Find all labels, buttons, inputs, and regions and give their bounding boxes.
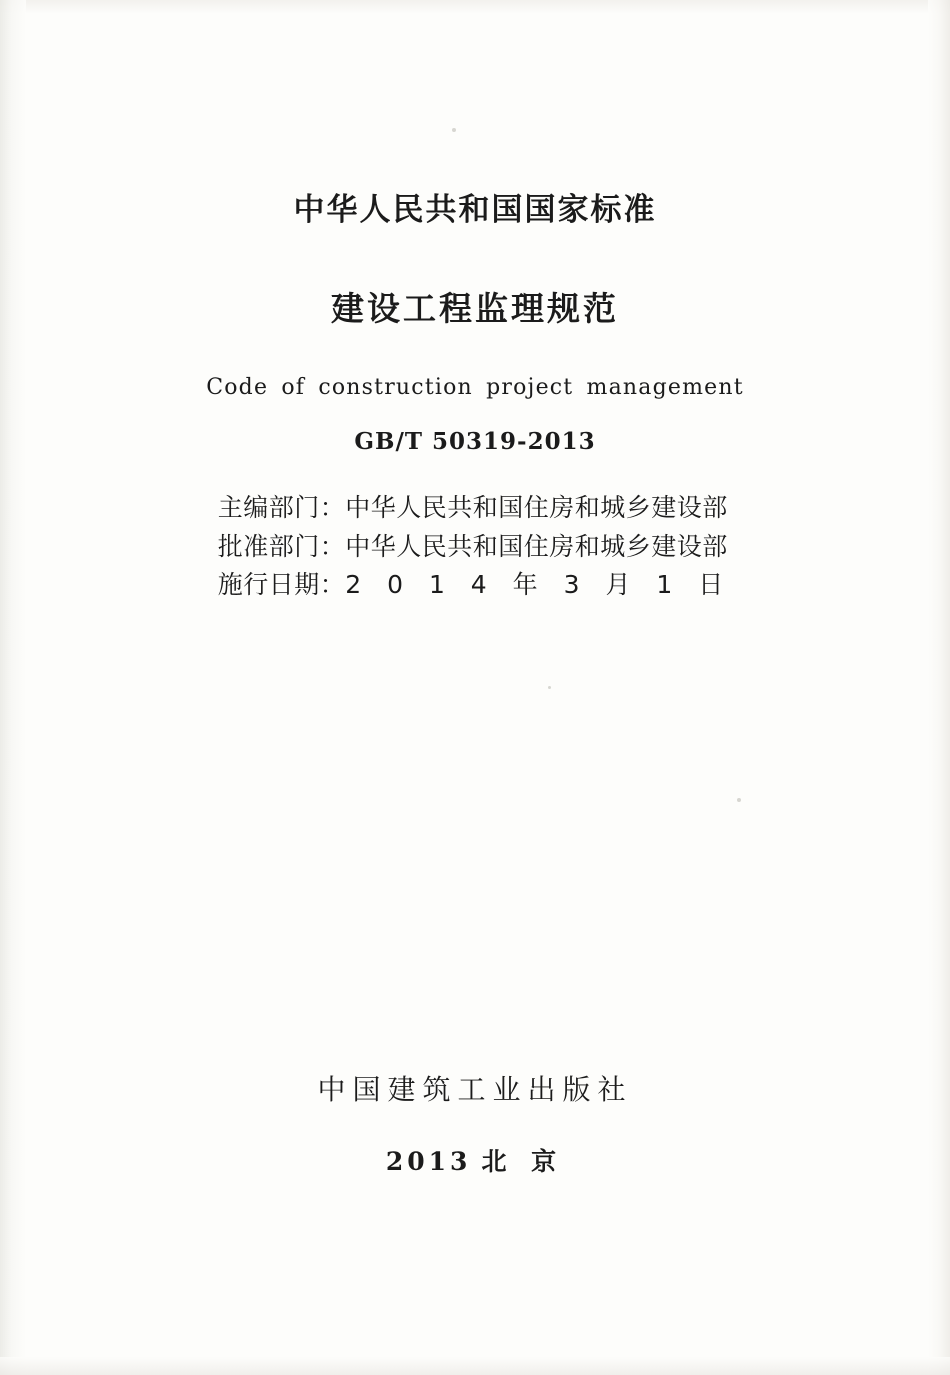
publish-info xyxy=(0,1142,950,1178)
publisher-name: 中国建筑工业出版社 xyxy=(317,1073,633,1106)
meta-value-editor: 中华人民共和国住房和城乡建设部 xyxy=(345,492,728,522)
title-page-content xyxy=(0,0,950,605)
publish-city: 北 京 xyxy=(481,1147,565,1176)
publish-year: 2013 xyxy=(385,1147,472,1176)
scan-speck xyxy=(737,798,741,802)
standard-code: GB/T 50319-2013 xyxy=(354,427,596,455)
meta-label-effective-date: 施行日期： xyxy=(217,570,346,600)
meta-row-editor xyxy=(218,489,733,528)
meta-row-effective-date xyxy=(218,566,733,605)
meta-label-approver: 批准部门： xyxy=(217,531,346,561)
meta-value-approver: 中华人民共和国住房和城乡建设部 xyxy=(345,531,728,561)
scan-edge-bottom xyxy=(0,1357,950,1375)
standard-authority-heading: 中华人民共和国国家标准 xyxy=(293,192,657,228)
meta-label-editor: 主编部门： xyxy=(217,492,346,522)
document-meta-block xyxy=(218,489,733,605)
document-title-cn: 建设工程监理规范 xyxy=(331,289,619,329)
meta-row-approver xyxy=(218,528,733,567)
scan-speck xyxy=(548,686,551,689)
document-title-en: Code of construction project management xyxy=(206,374,744,400)
meta-value-effective-date: 2 0 1 4 年 3 月 1 日 xyxy=(345,570,733,600)
